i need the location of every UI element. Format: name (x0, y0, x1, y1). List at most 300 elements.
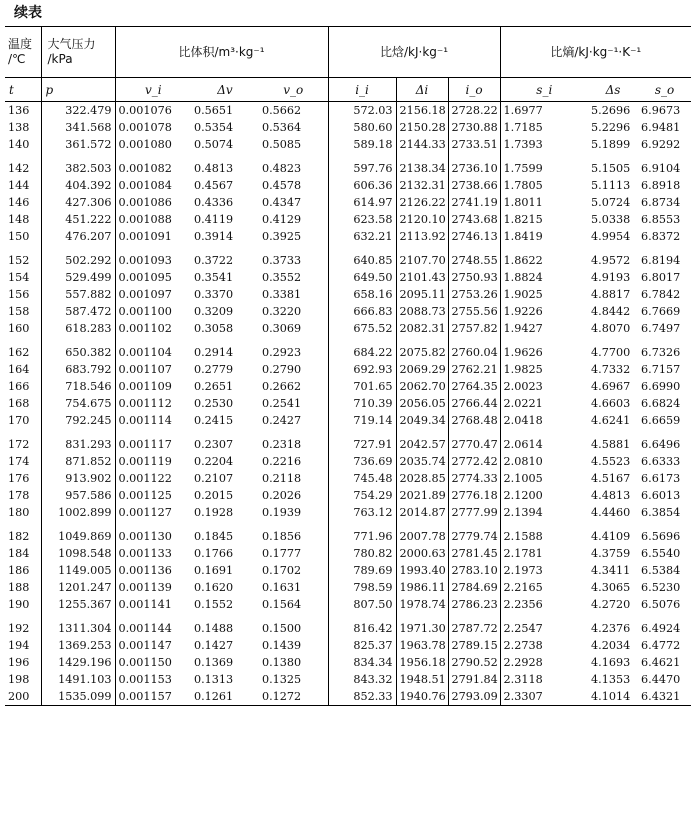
table-cell: 2779.74 (448, 521, 500, 545)
table-cell: 2784.69 (448, 579, 500, 596)
table-cell: 6.8194 (641, 254, 681, 267)
table-cell: 0.1272 (259, 688, 328, 706)
table-cell: 0.2427 (259, 412, 328, 429)
table-cell: 957.586 (41, 487, 115, 504)
table-cell: 2.2928 (503, 656, 543, 669)
table-cell: 0.2779 (194, 363, 234, 376)
table-cell: 0.4336 (194, 196, 234, 209)
table-cell: 0.1552 (194, 598, 234, 611)
table-cell: 0.1691 (194, 564, 234, 577)
table-cell: 0.1313 (194, 673, 234, 686)
table-cell: 138 (5, 119, 41, 136)
table-cell: 198 (5, 671, 41, 688)
table-cell: 140 (5, 136, 41, 153)
table-cell: 2738.66 (448, 177, 500, 194)
table-cell: 0.3541 (194, 271, 234, 284)
table-cell: 557.882 (41, 286, 115, 303)
table-cell: 4.3411 (591, 564, 631, 577)
table-row (5, 412, 691, 429)
table-cell: 834.34 (328, 654, 396, 671)
table-cell: 0.5074 (194, 138, 234, 151)
table-cell: 618.283 (41, 320, 115, 337)
table-row (5, 487, 691, 504)
table-cell: 2.1394 (503, 506, 543, 519)
table-cell: 2760.04 (448, 337, 500, 361)
table-cell: 0.1766 (194, 547, 234, 560)
table-cell: 0.001102 (118, 322, 172, 335)
table-cell: 164 (5, 361, 41, 378)
table-cell: 1940.76 (396, 688, 448, 706)
subheader-9: Δs (588, 78, 638, 102)
table-cell: 0.3058 (194, 322, 234, 335)
steam-properties-table (5, 26, 691, 706)
table-cell: 1049.869 (41, 521, 115, 545)
table-cell: 148 (5, 211, 41, 228)
table-cell: 0.1439 (259, 637, 328, 654)
table-cell: 4.1014 (588, 688, 638, 706)
table-cell: 2736.10 (448, 153, 500, 177)
table-cell: 589.18 (328, 136, 396, 153)
table-cell: 0.1856 (259, 521, 328, 545)
table-cell: 0.001086 (118, 196, 172, 209)
table-cell: 404.392 (41, 177, 115, 194)
header-temperature: 温度 /℃ (5, 27, 41, 78)
table-cell: 168 (5, 395, 41, 412)
table-cell: 0.5651 (194, 104, 234, 117)
table-row (5, 194, 691, 211)
table-cell: 0.001147 (118, 639, 172, 652)
table-cell: 719.14 (328, 412, 396, 429)
table-cell: 0.001144 (118, 622, 172, 635)
table-row (5, 245, 691, 269)
table-row (5, 228, 691, 245)
table-cell: 1.9427 (503, 322, 543, 335)
header-pressure: 大气压力 /kPa (41, 27, 115, 78)
table-cell: 4.5881 (591, 438, 631, 451)
table-row (5, 102, 691, 120)
table-cell: 1963.78 (396, 637, 448, 654)
table-cell: 0.1939 (259, 504, 328, 521)
table-cell: 0.001125 (118, 489, 172, 502)
subheader-7: i_o (448, 78, 500, 102)
table-cell: 4.6967 (591, 380, 631, 393)
table-cell: 6.9104 (641, 162, 681, 175)
table-row (5, 119, 691, 136)
table-cell: 4.6241 (591, 414, 631, 427)
table-cell: 640.85 (328, 245, 396, 269)
table-cell: 0.2530 (194, 397, 234, 410)
subheader-1: p (41, 78, 115, 102)
table-cell: 2028.85 (396, 470, 448, 487)
table-cell: 658.16 (328, 286, 396, 303)
table-row (5, 429, 691, 453)
table-cell: 2.2738 (503, 639, 543, 652)
table-cell: 0.1631 (259, 579, 328, 596)
table-cell: 2.0810 (503, 455, 543, 468)
table-cell: 1.8215 (503, 213, 543, 226)
table-cell: 843.32 (328, 671, 396, 688)
table-cell: 476.207 (41, 228, 115, 245)
table-cell: 2042.57 (396, 429, 448, 453)
table-cell: 166 (5, 378, 41, 395)
table-cell: 5.1505 (591, 162, 631, 175)
table-cell: 136 (5, 102, 41, 120)
table-cell: 6.6990 (641, 380, 681, 393)
table-cell: 0.1380 (259, 654, 328, 671)
table-cell: 0.1325 (259, 671, 328, 688)
table-cell: 152 (5, 245, 41, 269)
table-cell: 2138.34 (396, 153, 448, 177)
table-cell: 0.001091 (118, 230, 172, 243)
table-cell: 606.36 (328, 177, 396, 194)
table-cell: 427.306 (41, 194, 115, 211)
table-cell: 2741.19 (448, 194, 500, 211)
table-cell: 792.245 (41, 412, 115, 429)
table-cell: 0.5662 (259, 102, 328, 120)
table-cell: 0.2651 (194, 380, 234, 393)
table-cell: 6.5696 (641, 530, 681, 543)
table-cell: 322.479 (41, 102, 115, 120)
table-cell: 0.001112 (118, 397, 172, 410)
table-cell: 0.001109 (118, 380, 172, 393)
table-cell: 382.503 (41, 153, 115, 177)
table-cell: 0.001127 (118, 506, 172, 519)
table-cell: 502.292 (41, 245, 115, 269)
table-cell: 184 (5, 545, 41, 562)
table-cell: 2132.31 (396, 177, 448, 194)
table-cell: 0.4823 (259, 153, 328, 177)
table-cell: 451.222 (41, 211, 115, 228)
table-row (5, 453, 691, 470)
table-cell: 160 (5, 320, 41, 337)
table-cell: 0.1620 (194, 581, 234, 594)
table-cell: 1.9025 (503, 288, 543, 301)
table-row (5, 286, 691, 303)
table-cell: 798.59 (328, 579, 396, 596)
table-cell: 597.76 (328, 153, 396, 177)
table-cell: 0.4567 (194, 179, 234, 192)
table-cell: 1993.40 (396, 562, 448, 579)
table-cell: 0.001080 (118, 138, 172, 151)
subheader-8: s_i (500, 78, 588, 102)
table-cell: 0.2015 (194, 489, 234, 502)
table-cell: 0.1702 (259, 562, 328, 579)
table-cell: 1429.196 (41, 654, 115, 671)
table-cell: 2772.42 (448, 453, 500, 470)
table-cell: 2126.22 (396, 194, 448, 211)
table-cell: 6.5540 (641, 547, 681, 560)
table-cell: 2.0023 (503, 380, 543, 393)
table-cell: 6.4321 (638, 688, 691, 706)
table-cell: 0.1777 (259, 545, 328, 562)
table-cell: 6.6173 (641, 472, 681, 485)
table-cell: 780.82 (328, 545, 396, 562)
table-cell: 2069.29 (396, 361, 448, 378)
table-cell: 2150.28 (396, 119, 448, 136)
table-cell: 0.5085 (259, 136, 328, 153)
table-cell: 0.2923 (259, 337, 328, 361)
table-row (5, 303, 691, 320)
table-cell: 0.4813 (194, 162, 234, 175)
table-cell: 6.7326 (641, 346, 681, 359)
table-cell: 200 (5, 688, 41, 706)
table-cell: 0.1500 (259, 613, 328, 637)
table-cell: 771.96 (328, 521, 396, 545)
table-cell: 0.4119 (194, 213, 234, 226)
table-cell: 2021.89 (396, 487, 448, 504)
table-cell: 4.9954 (591, 230, 631, 243)
table-cell: 4.4460 (591, 506, 631, 519)
table-cell: 727.91 (328, 429, 396, 453)
table-cell: 5.0724 (591, 196, 631, 209)
table-cell: 6.8553 (641, 213, 681, 226)
table-cell: 754.675 (41, 395, 115, 412)
table-cell: 6.9481 (641, 121, 681, 134)
table-cell: 0.3069 (259, 320, 328, 337)
subheader-2: v_i (115, 78, 191, 102)
table-cell: 6.6013 (641, 489, 681, 502)
table-cell: 0.5364 (259, 119, 328, 136)
table-cell: 0.1369 (194, 656, 234, 669)
table-cell: 0.001122 (118, 472, 172, 485)
table-cell: 1255.367 (41, 596, 115, 613)
table-cell: 0.001093 (118, 254, 172, 267)
table-cell: 736.69 (328, 453, 396, 470)
table-cell: 1002.899 (41, 504, 115, 521)
table-body (5, 102, 691, 706)
table-cell: 5.2296 (591, 121, 631, 134)
table-cell: 2753.26 (448, 286, 500, 303)
table-cell: 2035.74 (396, 453, 448, 470)
table-cell: 0.1564 (259, 596, 328, 613)
table-cell: 2.3118 (503, 673, 543, 686)
table-cell: 2.1781 (503, 547, 543, 560)
table-cell: 1.8011 (503, 196, 543, 209)
table-cell: 1986.11 (396, 579, 448, 596)
table-cell: 1.6977 (503, 104, 543, 117)
table-cell: 2755.56 (448, 303, 500, 320)
table-cell: 0.001117 (118, 438, 172, 451)
table-cell: 142 (5, 153, 41, 177)
table-row (5, 579, 691, 596)
table-cell: 2088.73 (396, 303, 448, 320)
table-cell: 192 (5, 613, 41, 637)
table-cell: 789.69 (328, 562, 396, 579)
table-cell: 2095.11 (396, 286, 448, 303)
table-cell: 2750.93 (448, 269, 500, 286)
table-row (5, 688, 691, 706)
table-cell: 0.1928 (194, 506, 234, 519)
table-cell: 1948.51 (396, 671, 448, 688)
table-cell: 2.0418 (503, 414, 543, 427)
table-cell: 2113.92 (396, 228, 448, 245)
table-cell: 2.3307 (500, 688, 588, 706)
table-cell: 701.65 (328, 378, 396, 395)
table-cell: 4.9193 (591, 271, 631, 284)
table-cell: 6.9673 (641, 104, 681, 117)
table-cell: 0.2026 (259, 487, 328, 504)
table-cell: 4.7700 (591, 346, 631, 359)
table-cell: 4.9572 (591, 254, 631, 267)
table-cell: 0.4578 (259, 177, 328, 194)
table-cell: 754.29 (328, 487, 396, 504)
table-cell: 1.9626 (503, 346, 543, 359)
table-cell: 580.60 (328, 119, 396, 136)
table-cell: 763.12 (328, 504, 396, 521)
table-cell: 2762.21 (448, 361, 500, 378)
table-cell: 529.499 (41, 269, 115, 286)
table-cell: 0.001157 (115, 688, 191, 706)
table-row (5, 562, 691, 579)
table-cell: 2776.18 (448, 487, 500, 504)
table-cell: 1491.103 (41, 671, 115, 688)
table-cell: 6.7157 (641, 363, 681, 376)
table-cell: 675.52 (328, 320, 396, 337)
table-cell: 807.50 (328, 596, 396, 613)
table-cell: 194 (5, 637, 41, 654)
table-row (5, 545, 691, 562)
table-caption: 续表 (14, 5, 42, 21)
table-cell: 0.001150 (118, 656, 172, 669)
table-cell: 0.2318 (259, 429, 328, 453)
table-cell: 4.3759 (591, 547, 631, 560)
table-cell: 1.9825 (503, 363, 543, 376)
table-cell: 0.001104 (118, 346, 172, 359)
table-cell: 0.001095 (118, 271, 172, 284)
header-specific-enthalpy: 比焓/kJ·kg⁻¹ (328, 27, 500, 78)
table-cell: 1.8824 (503, 271, 543, 284)
table-cell: 0.3220 (259, 303, 328, 320)
table-cell: 816.42 (328, 613, 396, 637)
table-cell: 2.2165 (503, 581, 543, 594)
table-cell: 2774.33 (448, 470, 500, 487)
table-cell: 2120.10 (396, 211, 448, 228)
table-cell: 1978.74 (396, 596, 448, 613)
table-cell: 0.001114 (118, 414, 172, 427)
table-cell: 745.48 (328, 470, 396, 487)
table-cell: 162 (5, 337, 41, 361)
table-cell: 176 (5, 470, 41, 487)
table-cell: 2107.70 (396, 245, 448, 269)
table-cell: 1956.18 (396, 654, 448, 671)
table-cell: 0.001107 (118, 363, 172, 376)
table-cell: 2101.43 (396, 269, 448, 286)
table-cell: 2728.22 (448, 102, 500, 120)
table-row (5, 521, 691, 545)
table-cell: 2766.44 (448, 395, 500, 412)
table-cell: 666.83 (328, 303, 396, 320)
table-cell: 6.4772 (641, 639, 681, 652)
table-cell: 158 (5, 303, 41, 320)
table-cell: 174 (5, 453, 41, 470)
table-cell: 913.902 (41, 470, 115, 487)
table-cell: 0.001100 (118, 305, 172, 318)
table-cell: 4.2720 (591, 598, 631, 611)
table-row (5, 153, 691, 177)
table-cell: 2733.51 (448, 136, 500, 153)
table-cell: 4.2034 (591, 639, 631, 652)
table-cell: 5.2696 (591, 104, 631, 117)
table-cell: 0.2307 (194, 438, 234, 451)
subheader-6: Δi (396, 78, 448, 102)
table-cell: 0.1261 (191, 688, 259, 706)
table-cell: 2144.33 (396, 136, 448, 153)
table-cell: 2.0221 (503, 397, 543, 410)
table-cell: 156 (5, 286, 41, 303)
table-cell: 871.852 (41, 453, 115, 470)
table-row (5, 337, 691, 361)
table-cell: 572.03 (328, 102, 396, 120)
table-cell: 0.2662 (259, 378, 328, 395)
table-cell: 6.8918 (641, 179, 681, 192)
table-cell: 4.4813 (591, 489, 631, 502)
table-cell: 182 (5, 521, 41, 545)
table-cell: 6.6659 (641, 414, 681, 427)
table-cell: 587.472 (41, 303, 115, 320)
table-cell: 5.1899 (591, 138, 631, 151)
table-cell: 0.001153 (118, 673, 172, 686)
table-cell: 341.568 (41, 119, 115, 136)
table-row (5, 211, 691, 228)
table-cell: 0.4347 (259, 194, 328, 211)
table-cell: 2082.31 (396, 320, 448, 337)
table-cell: 4.4109 (591, 530, 631, 543)
table-cell: 0.2118 (259, 470, 328, 487)
table-row (5, 136, 691, 153)
table-row (5, 378, 691, 395)
table-cell: 2056.05 (396, 395, 448, 412)
table-cell: 2049.34 (396, 412, 448, 429)
table-cell: 2770.47 (448, 429, 500, 453)
table-cell: 614.97 (328, 194, 396, 211)
subheader-5: i_i (328, 78, 396, 102)
table-row (5, 470, 691, 487)
table-cell: 2757.82 (448, 320, 500, 337)
table-cell: 1369.253 (41, 637, 115, 654)
table-cell: 6.7842 (641, 288, 681, 301)
table-cell: 4.5523 (591, 455, 631, 468)
table-cell: 144 (5, 177, 41, 194)
table-row (5, 320, 691, 337)
table-cell: 2789.15 (448, 637, 500, 654)
table-cell: 623.58 (328, 211, 396, 228)
table-cell: 650.382 (41, 337, 115, 361)
table-cell: 0.4129 (259, 211, 328, 228)
table-row (5, 613, 691, 637)
table-cell: 6.3854 (641, 506, 681, 519)
header-specific-volume: 比体积/m³·kg⁻¹ (115, 27, 328, 78)
table-cell: 6.7669 (641, 305, 681, 318)
table-cell: 683.792 (41, 361, 115, 378)
table-cell: 178 (5, 487, 41, 504)
table-cell: 0.001119 (118, 455, 172, 468)
table-cell: 0.3925 (259, 228, 328, 245)
table-cell: 2.1973 (503, 564, 543, 577)
table-cell: 4.1693 (591, 656, 631, 669)
table-cell: 0.001139 (118, 581, 172, 594)
table-cell: 2787.72 (448, 613, 500, 637)
table-cell: 0.2107 (194, 472, 234, 485)
table-cell: 2777.99 (448, 504, 500, 521)
table-cell: 4.1353 (591, 673, 631, 686)
table-cell: 6.8734 (641, 196, 681, 209)
table-cell: 684.22 (328, 337, 396, 361)
table-cell: 2014.87 (396, 504, 448, 521)
table-cell: 6.5384 (641, 564, 681, 577)
table-cell: 2.2547 (503, 622, 543, 635)
table-cell: 2.1588 (503, 530, 543, 543)
table-cell: 6.5076 (641, 598, 681, 611)
